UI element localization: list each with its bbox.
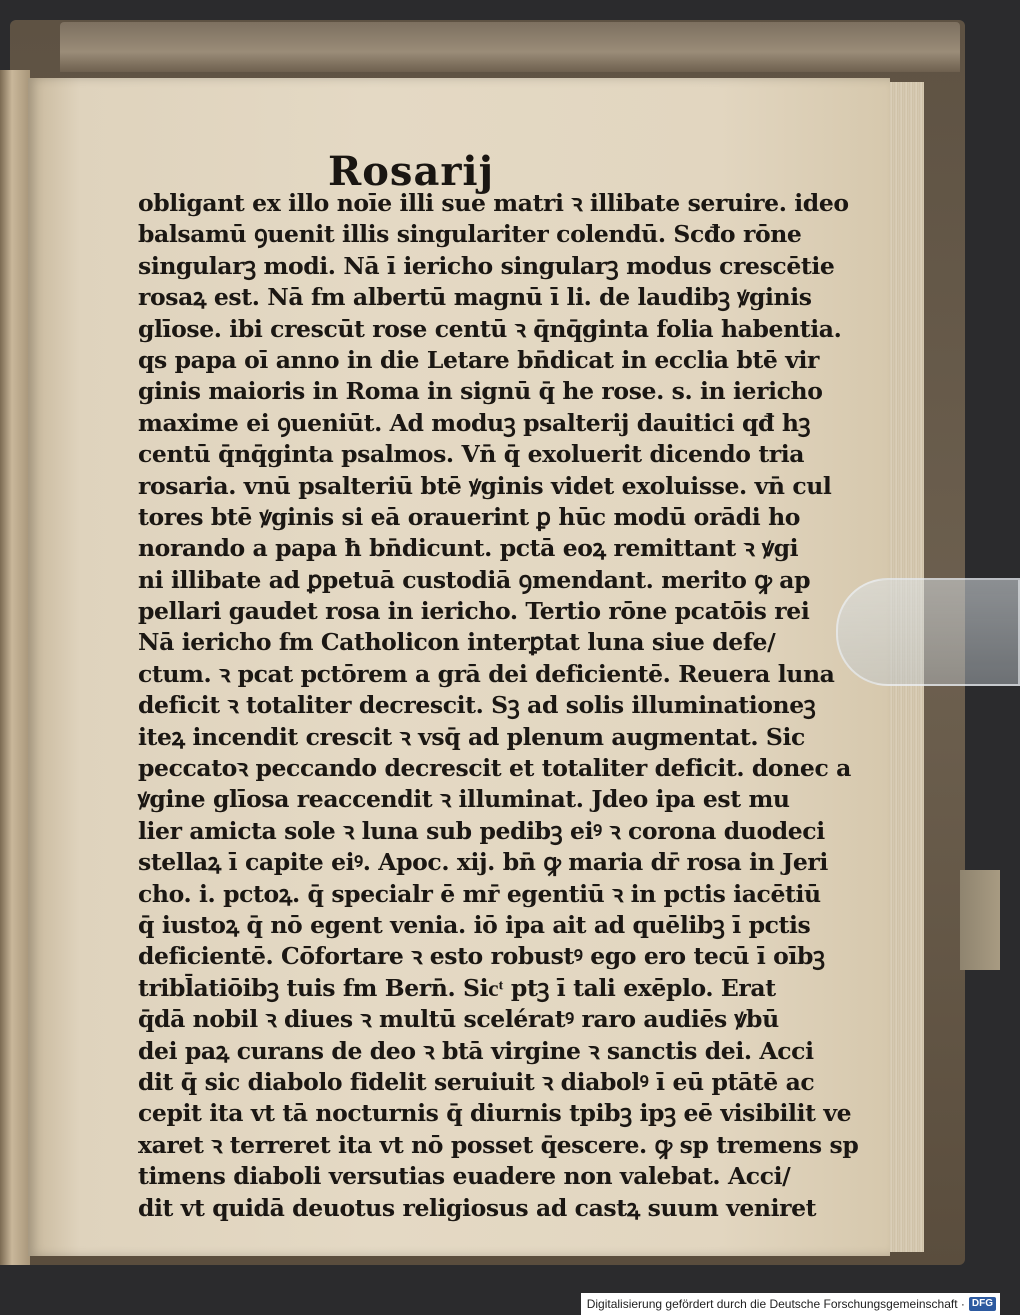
text-line: Nā iericho fm Catholicon interꝑtat luna siue defe/ <box>138 628 776 657</box>
footer-text: Digitalisierung gefördert durch die Deutsche Forschungsgemeinschaft · <box>586 1297 965 1311</box>
text-line: rosaria. vnū psalteriū btē ꝟginis videt exoluisse. vn̄ cul <box>138 471 832 500</box>
body-text <box>138 188 859 1224</box>
text-line: q̄dā nobil ꝛ diues ꝛ multū scelératꝰ raro audiēs ꝟbū <box>138 1005 779 1034</box>
text-line: tores btē ꝟginis si eā orauerint ꝑ hūc modū orādi ho <box>138 502 801 531</box>
text-line: dit q̄ sic diabolo fidelit seruiuit ꝛ diabolꝰ ī eū ptātē ac <box>138 1067 815 1096</box>
text-line: balsamū ꝯuenit illis singulariter colendū. Scđo rōne <box>138 220 802 249</box>
text-line: glīose. ibi crescūt rose centū ꝛ q̄nq̄ginta folia habentia. <box>138 314 842 343</box>
text-line: cepit ita vt tā nocturnis q̄ diurnis tpibꝫ ipꝫ eē visibilit ve <box>138 1099 852 1128</box>
text-line: cho. i. pctoꝝ. q̄ specialr ē mr̄ egentiū ꝛ in pctis iacētiū <box>138 879 821 908</box>
left-page-edge <box>0 70 30 1265</box>
text-line: ꝟgine glīosa reaccendit ꝛ illuminat. Jdeo ipa est mu <box>138 785 790 814</box>
text-line: tribl̄atiōibꝫ tuis fm Bern̄. Sicͭ ptꝫ ī tali exēplo. Erat <box>138 973 776 1002</box>
text-line: timens diaboli versutias euadere non valebat. Acci/ <box>138 1162 791 1191</box>
text-line: ctum. ꝛ pcat pctōrem a grā dei deficientē. Reuera luna <box>138 659 835 688</box>
text-line: rosaꝝ est. Nā fm albertū magnū ī li. de laudibꝫ ꝟginis <box>138 283 812 312</box>
text-line: dei paꝝ curans de deo ꝛ btā virgine ꝛ sanctis dei. Acci <box>138 1036 814 1065</box>
text-line: deficit ꝛ totaliter decrescit. Sꝫ ad solis illuminationeꝫ <box>138 691 816 720</box>
book-cover-top-edge <box>60 22 960 72</box>
text-line: q̄ iustoꝝ q̄ nō egent venia. iō ipa ait ad quēlibꝫ ī pctis <box>138 910 811 939</box>
text-line: pellari gaudet rosa in iericho. Tertio rōne pcatōis rei <box>138 597 810 626</box>
text-line: obligant ex illo noīe illi sue matri ꝛ illibate seruire. ideo <box>138 189 849 217</box>
transparent-page-clip <box>836 578 1020 686</box>
text-line: singularꝫ modi. Nā ī iericho singularꝫ modus crescētie <box>138 251 835 280</box>
text-line: norando a papa ħ bn̄dicunt. pctā eoꝝ remittant ꝛ ꝟgi <box>138 534 799 563</box>
text-line: dit vt quidā deuotus religiosus ad castꝝ suum veniret <box>138 1193 817 1222</box>
text-line: iteꝝ incendit crescit ꝛ vsq̄ ad plenum augmentat. Sic <box>138 722 805 751</box>
book-tab <box>960 870 1000 970</box>
text-line: maxime ei ꝯueniūt. Ad moduꝫ psalterij dauitici qđ hꝫ <box>138 408 811 437</box>
text-line: ginis maioris in Roma in signū q̄ he rose. s. in iericho <box>138 377 823 406</box>
running-heading: Rosarij <box>328 148 495 195</box>
text-line: deficientē. Cōfortare ꝛ esto robustꝰ ego ero tecū ī oībꝫ <box>138 942 825 971</box>
digitization-footer <box>581 1293 1000 1315</box>
text-line: ni illibate ad ꝑpetuā custodiā ꝯmendant. merito ꝙ ap <box>138 565 811 594</box>
text-line: centū q̄nq̄ginta psalmos. Vn̄ q̄ exoluerit dicendo tria <box>138 440 805 469</box>
text-line: stellaꝝ ī capite eiꝰ. Apoc. xij. bn̄ ꝙ maria dr̄ rosa in Jeri <box>138 848 828 877</box>
text-line: peccatoꝛ peccando decrescit et totaliter deficit. donec a <box>138 754 851 783</box>
text-line: qs papa oī anno in die Letare bn̄dicat in ecclia btē vir <box>138 345 819 374</box>
dfg-logo-icon: DFG <box>969 1297 996 1311</box>
text-line: lier amicta sole ꝛ luna sub pedibꝫ eiꝰ ꝛ corona duodeci <box>138 816 825 845</box>
text-line: xaret ꝛ terreret ita vt nō posset q̄escere. ꝙ sp tremens sp <box>138 1130 859 1159</box>
